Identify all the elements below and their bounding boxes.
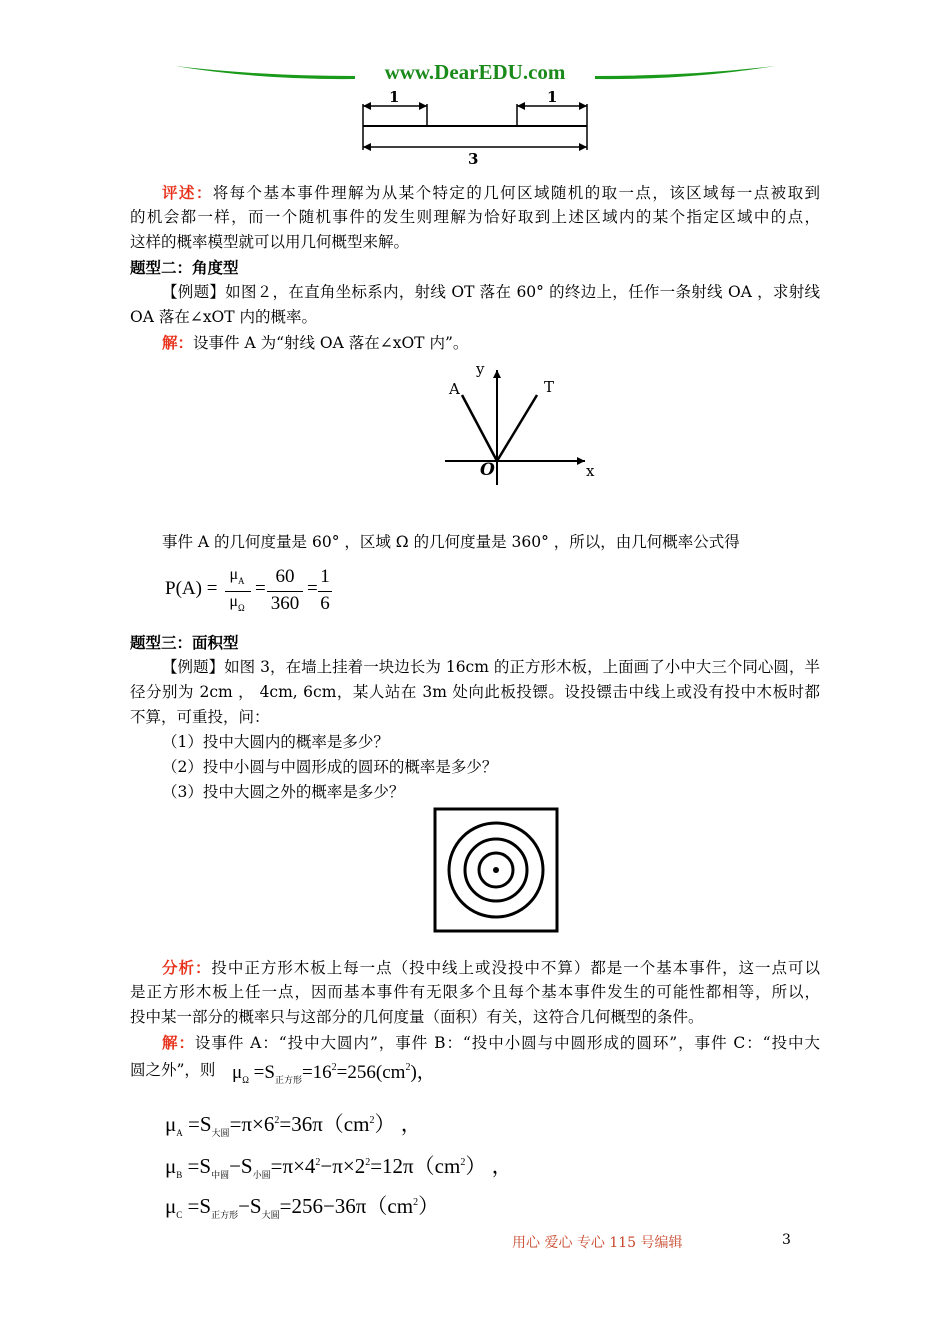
measure-text: 事件 A 的几何度量是 60° ，区域 Ω 的几何度量是 360° ，所以，由几何概率公式得	[162, 533, 740, 551]
question-1: （1）投中大圆内的概率是多少？	[162, 733, 389, 751]
page-number: 3	[782, 1232, 791, 1248]
formula-end: )，	[410, 1062, 436, 1083]
analysis-label: 分析：	[162, 958, 212, 977]
s-subscript: 大圆	[211, 1128, 230, 1138]
site-url[interactable]: www.DearEDU.com	[384, 60, 566, 84]
solution-text: 设事件 A 为“射线 OA 落在∠xOT 内”。	[193, 334, 469, 352]
review-line-3: 这样的概率模型就可以用几何概型来解。	[130, 233, 410, 251]
y-axis-label: y	[476, 360, 485, 378]
mu-subscript: Ω	[242, 1075, 249, 1085]
formula-tail: =256−36π（cm	[279, 1194, 414, 1218]
frac-mu-omega	[225, 593, 249, 613]
s-subscript: 正方形	[274, 1075, 302, 1085]
mu-subscript: A	[176, 1128, 183, 1138]
s-symbol: =S	[187, 1154, 212, 1178]
section3-example-line-1: 【例题】如图 3，在墙上挂着一块边长为 16cm 的正方形木板，上面画了小中大三个同心圆，半	[162, 658, 820, 676]
ray-a-label: A	[449, 380, 460, 398]
section2-example-line-2: OA 落在∠xOT 内的概率。	[130, 308, 318, 326]
formula-mu-c	[165, 1190, 439, 1221]
s-subscript: 中圆	[211, 1170, 230, 1180]
formula-tail: =36π（cm	[279, 1112, 370, 1136]
angle-figure	[440, 360, 610, 490]
formula-rest: =16	[301, 1062, 332, 1083]
formula-lhs: P(A) =	[165, 578, 218, 599]
mu-symbol: μ	[165, 1112, 177, 1136]
section3-example-line-2: 径分别为 2cm ， 4cm, 6cm，某人站在 3m 处向此板投镖。设投镖击中线上或没有投中木板时都	[130, 683, 820, 701]
formula-rest: =π×4	[270, 1154, 316, 1178]
page-header	[170, 58, 780, 88]
superscript: 2	[369, 1115, 375, 1126]
superscript: 2	[405, 1062, 411, 1073]
denominator-360: 360	[270, 593, 300, 614]
frac-mu-a	[225, 566, 249, 586]
footer-text: 用心 爱心 专心 115 号编辑	[512, 1235, 683, 1251]
superscript: 2	[413, 1197, 419, 1208]
mu-symbol: μ	[229, 566, 239, 583]
formula-end: ）	[418, 1194, 440, 1218]
minus-s: −S	[238, 1194, 262, 1218]
solution3-line-2: 圆之外”，则	[130, 1061, 216, 1079]
segment-total-label: 3	[468, 150, 479, 168]
section2-example-line-1: 【例题】如图２，在直角坐标系内，射线 OT 落在 60° 的终边上，任作一条射线 OA ，求射线	[162, 283, 821, 301]
solution3-line-1	[130, 1030, 820, 1056]
question-3: （3）投中大圆之外的概率是多少？	[162, 783, 405, 801]
formula-rest: =π×6	[229, 1112, 275, 1136]
formula-mu-b	[165, 1150, 513, 1181]
section3-heading: 题型三：面积型	[130, 633, 239, 652]
numerator-60: 60	[275, 566, 295, 587]
mu-subscript: C	[176, 1210, 183, 1220]
x-axis-label: x	[586, 462, 595, 480]
superscript: 2	[274, 1115, 280, 1126]
origin-label: O	[480, 460, 495, 480]
formula-end: ） ，	[465, 1154, 513, 1178]
s-symbol: =S	[187, 1194, 212, 1218]
fraction-bar	[318, 591, 332, 592]
superscript: 2	[460, 1157, 466, 1168]
superscript: 2	[315, 1157, 321, 1168]
formula-end: ） ，	[374, 1112, 422, 1136]
formula-mu-omega	[232, 1057, 436, 1086]
fraction-bar	[267, 591, 303, 592]
mu-sub-a: A	[238, 576, 245, 586]
review-text: 将每个基本事件理解为从某个特定的几何区域随机的取一点，该区域每一点被取到	[212, 184, 820, 202]
formula-tail: =256(cm	[336, 1062, 406, 1083]
equals-sign: =	[255, 578, 266, 599]
segment-figure	[355, 90, 595, 170]
mu-subscript: B	[176, 1170, 183, 1180]
s-subscript: 小圆	[252, 1170, 271, 1180]
mu-symbol: μ	[165, 1154, 177, 1178]
section2-heading: 题型二：角度型	[130, 258, 239, 277]
segment-right-label: 1	[547, 88, 558, 106]
superscript: 2	[331, 1062, 337, 1073]
superscript: 2	[365, 1157, 371, 1168]
solution-label: 解：	[162, 333, 194, 352]
formula-tail: =12π（cm	[370, 1154, 461, 1178]
probability-formula	[165, 566, 365, 618]
minus-s: −S	[229, 1154, 253, 1178]
formula-mu-a	[165, 1108, 422, 1139]
section2-solution	[130, 330, 820, 356]
formula-rest: −π×2	[320, 1154, 366, 1178]
mu-symbol: μ	[229, 593, 238, 610]
analysis-line-2: 是正方形木板上任一点，因而基本事件有无限多个且每个基本事件发生的可能性都相等，所以，	[130, 983, 820, 1001]
s-subscript: 正方形	[211, 1210, 239, 1220]
mu-symbol: μ	[165, 1194, 177, 1218]
analysis-line-1	[130, 955, 820, 981]
mu-sub-omega: Ω	[237, 603, 245, 613]
section3-example-line-3: 不算，可重投，问：	[130, 708, 270, 726]
s-symbol: =S	[253, 1062, 275, 1083]
s-symbol: =S	[188, 1112, 212, 1136]
solution-label: 解：	[162, 1033, 195, 1052]
mu-symbol: μ	[232, 1062, 243, 1083]
numerator-1: 1	[320, 566, 330, 587]
review-line-2: 的机会都一样，而一个随机事件的发生则理解为恰好取到上述区域内的某个指定区域中的点，	[130, 208, 820, 226]
question-2: （2）投中小圆与中圆形成的圆环的概率是多少？	[162, 758, 498, 776]
fraction-bar	[225, 591, 251, 592]
review-line-1	[130, 180, 820, 206]
ray-t-label: T	[544, 378, 555, 396]
solution-text: 设事件 A：“投中大圆内”，事件 B：“投中小圆与中圆形成的圆环”，事件 C：“投中大	[194, 1034, 820, 1052]
analysis-text: 投中正方形木板上每一点（投中线上或没投中不算）都是一个基本事件，这一点可以	[211, 959, 820, 977]
target-board-figure	[433, 807, 559, 933]
analysis-line-3: 投中某一部分的概率只与这部分的几何度量（面积）有关，这符合几何概型的条件。	[130, 1008, 704, 1026]
denominator-6: 6	[320, 593, 330, 614]
review-label: 评述：	[162, 183, 213, 202]
equals-sign: =	[307, 578, 318, 599]
segment-left-label: 1	[389, 88, 400, 106]
s-subscript: 大圆	[261, 1210, 280, 1220]
